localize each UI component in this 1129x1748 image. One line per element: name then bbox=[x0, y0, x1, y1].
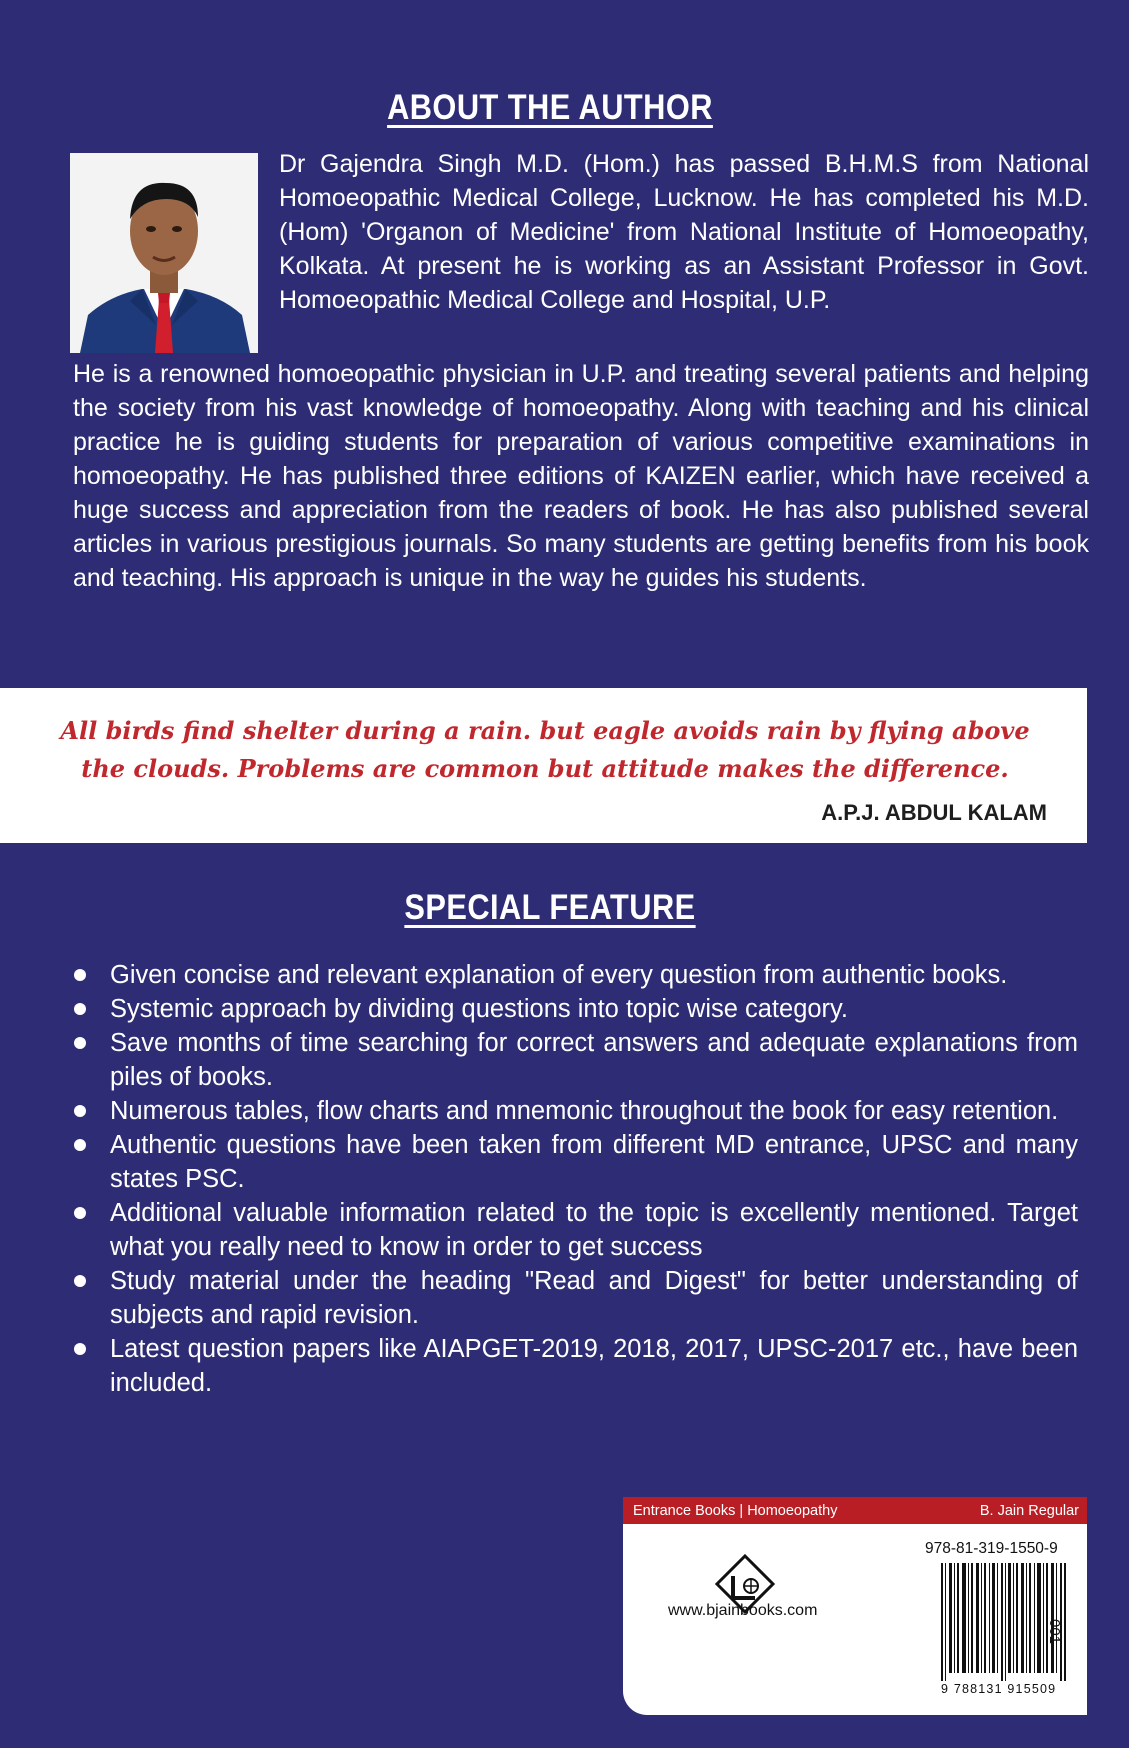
feature-item bbox=[70, 992, 1078, 1026]
quote-author: A.P.J. ABDUL KALAM bbox=[821, 800, 1047, 825]
bullet-icon bbox=[74, 1275, 86, 1287]
feature-item bbox=[70, 1264, 1078, 1332]
feature-list bbox=[70, 958, 1078, 1400]
author-bio-text: He is a renowned homoeopathic physician in U.P. and treating several patients and helping the society from his vast knowledge of homoeopathy. Along with teaching and his clinical practice he is guiding students for preparation of various competitive examinations in homoeopathy. He has published three editions of KAIZEN earlier, which have received a huge success and appreciation from the readers of book. He has also published several articles in various prestigious journals. So many students are getting benefits from his book and teaching. His approach is unique in the way he guides his students. bbox=[73, 360, 1089, 592]
special-feature-heading: SPECIAL FEATURE bbox=[404, 888, 696, 927]
author-portrait-image bbox=[70, 153, 258, 353]
barcode-banner bbox=[623, 1497, 1087, 1524]
bullet-icon bbox=[74, 1037, 86, 1049]
feature-item-text: Systemic approach by dividing questions into topic wise category. bbox=[110, 995, 848, 1023]
feature-item-text: Save months of time searching for correct answers and adequate explanations from piles of books. bbox=[110, 1029, 1078, 1091]
barcode-digits: 9 788131 915509 bbox=[941, 1682, 1057, 1696]
bullet-icon bbox=[74, 1139, 86, 1151]
feature-item bbox=[70, 1196, 1078, 1264]
bullet-icon bbox=[74, 1207, 86, 1219]
quote-text: All birds find shelter during a rain. but eagle avoids rain by flying above the clouds. Problems are common but attitude makes the difference. bbox=[60, 716, 1030, 783]
bullet-icon bbox=[74, 969, 86, 981]
feature-item-text: Authentic questions have been taken from different MD entrance, UPSC and many states PSC. bbox=[110, 1131, 1078, 1193]
book-imprint: B. Jain Regular bbox=[979, 1502, 1079, 1519]
feature-item-text: Additional valuable information related to the topic is excellently mentioned. Target what you really need to know in order to get success bbox=[110, 1199, 1078, 1261]
bullet-icon bbox=[74, 1343, 86, 1355]
feature-item-text: Given concise and relevant explanation of every question from authentic books. bbox=[110, 961, 1008, 989]
feature-item bbox=[70, 1026, 1078, 1094]
price-code: 001 bbox=[1046, 1619, 1063, 1645]
isbn-number: 978-81-319-1550-9 bbox=[925, 1540, 1058, 1557]
author-intro-text: Dr Gajendra Singh M.D. (Hom.) has passed B.H.M.S from National Homoeopathic Medical College, Lucknow. He has completed his M.D. (Hom) 'Organon of Medicine' from National Institute of Homoeopathy, Kolkata. At present he is working as an Assistant Professor in Govt. Homoeopathic Medical College and Hospital, U.P. bbox=[279, 150, 1089, 314]
bullet-icon bbox=[74, 1105, 86, 1117]
author-photo bbox=[70, 153, 258, 353]
feature-item bbox=[70, 1128, 1078, 1196]
feature-item bbox=[70, 1332, 1078, 1400]
feature-item-text: Numerous tables, flow charts and mnemonic throughout the book for easy retention. bbox=[110, 1097, 1059, 1125]
feature-item-text: Latest question papers like AIAPGET-2019, 2018, 2017, UPSC-2017 etc., have been included. bbox=[110, 1335, 1078, 1397]
book-category: Entrance Books | Homoeopathy bbox=[633, 1502, 838, 1519]
about-heading: ABOUT THE AUTHOR bbox=[387, 88, 713, 127]
feature-item bbox=[70, 958, 1078, 992]
feature-item bbox=[70, 1094, 1078, 1128]
feature-item-text: Study material under the heading "Read and Digest" for better understanding of subjects and rapid revision. bbox=[110, 1267, 1078, 1329]
quote-box bbox=[0, 688, 1087, 843]
bullet-icon bbox=[74, 1003, 86, 1015]
barcode-card bbox=[623, 1497, 1087, 1715]
publisher-website: www.bjainbooks.com bbox=[668, 1602, 818, 1619]
